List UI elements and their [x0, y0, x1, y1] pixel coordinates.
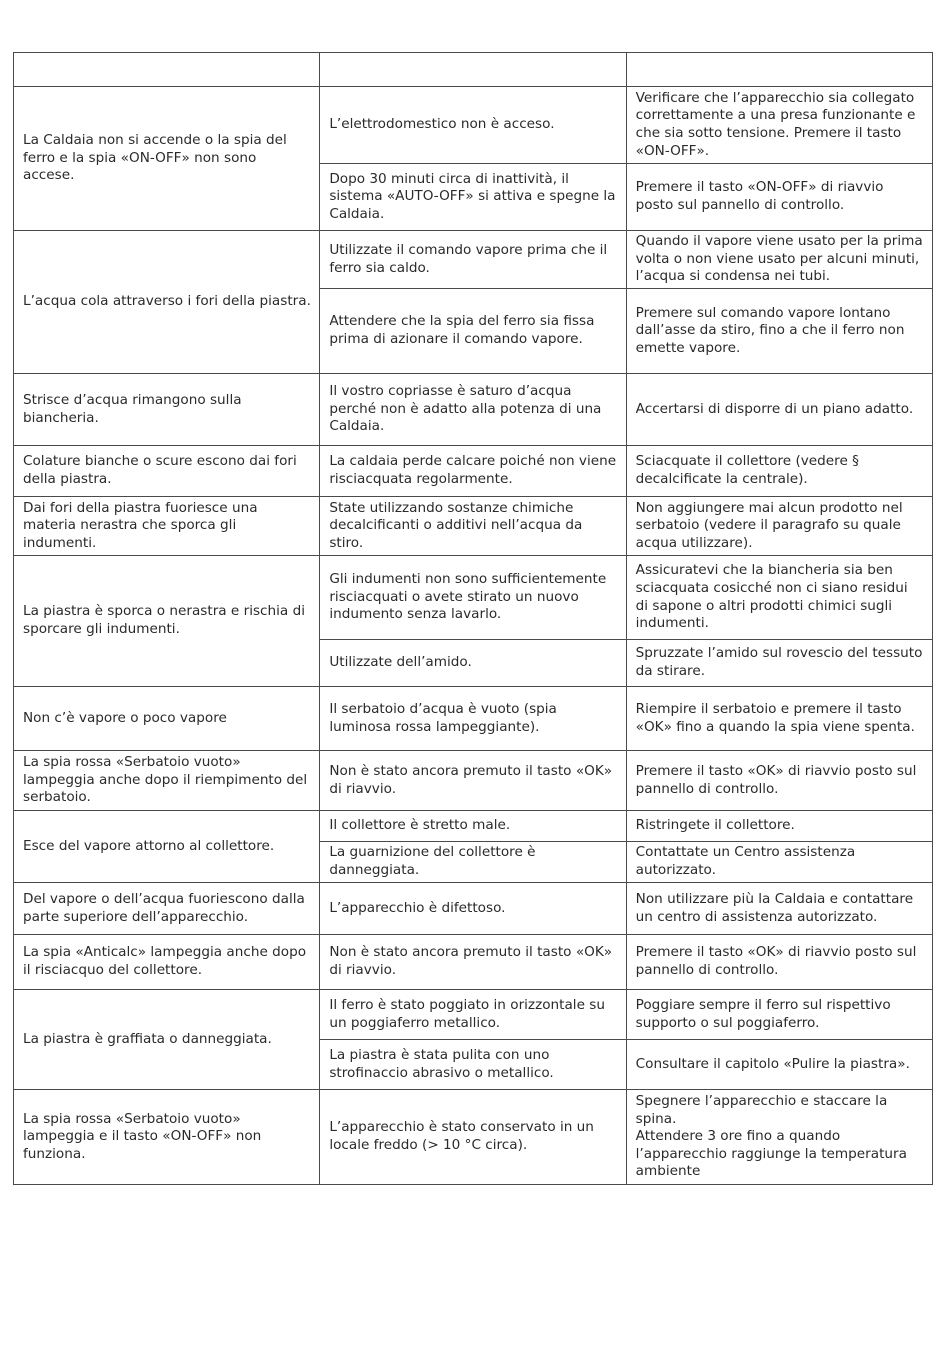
cause-cell: Attendere che la spia del ferro sia fissa prima di azionare il comando vapore.	[320, 289, 626, 374]
cause-cell: La caldaia perde calcare poiché non viene risciacquata regolarmente.	[320, 446, 626, 497]
header-solution	[626, 53, 932, 87]
problem-cell: Colature bianche o scure escono dai fori della piastra.	[14, 446, 320, 497]
solution-cell: Riempire il serbatoio e premere il tasto «OK» fino a quando la spia viene spenta.	[626, 687, 932, 751]
solution-cell: Contattate un Centro assistenza autorizzato.	[626, 842, 932, 883]
cause-cell: Il vostro copriasse è saturo d’acqua perché non è adatto alla potenza di una Caldaia.	[320, 374, 626, 446]
problem-cell: La spia «Anticalc» lampeggia anche dopo il risciacquo del collettore.	[14, 935, 320, 990]
cause-cell: Dopo 30 minuti circa di inattività, il sistema «AUTO-OFF» si attiva e spegne la Caldaia.	[320, 164, 626, 231]
problem-cell: L’acqua cola attraverso i fori della piastra.	[14, 231, 320, 374]
cause-cell: Il serbatoio d’acqua è vuoto (spia luminosa rossa lampeggiante).	[320, 687, 626, 751]
problem-cell: La piastra è sporca o nerastra e rischia di sporcare gli indumenti.	[14, 556, 320, 687]
header-cause	[320, 53, 626, 87]
table-row	[14, 556, 933, 640]
problem-cell: Dai fori della piastra fuoriesce una materia nerastra che sporca gli indumenti.	[14, 497, 320, 556]
problem-cell: La Caldaia non si accende o la spia del ferro e la spia «ON-OFF» non sono accese.	[14, 87, 320, 231]
problem-cell: Non c’è vapore o poco vapore	[14, 687, 320, 751]
solution-cell: Quando il vapore viene usato per la prima volta o non viene usato per alcuni minuti, l’acqua si condensa nei tubi.	[626, 231, 932, 289]
cause-cell: Utilizzate dell’amido.	[320, 640, 626, 687]
table-body	[14, 87, 933, 1185]
header-problem	[14, 53, 320, 87]
solution-cell: Spruzzate l’amido sul rovescio del tessuto da stirare.	[626, 640, 932, 687]
table-row	[14, 935, 933, 990]
solution-cell: Spegnere l’apparecchio e staccare la spina. Attendere 3 ore fino a quando l’apparecchio raggiunge la temperatura ambiente	[626, 1090, 932, 1185]
table-row	[14, 990, 933, 1040]
solution-cell: Non aggiungere mai alcun prodotto nel serbatoio (vedere il paragrafo su quale acqua utilizzare).	[626, 497, 932, 556]
header-row	[14, 53, 933, 87]
table-row	[14, 231, 933, 289]
cause-cell: Gli indumenti non sono sufficientemente risciacquati o avete stirato un nuovo indumento senza lavarlo.	[320, 556, 626, 640]
cause-cell: State utilizzando sostanze chimiche decalcificanti o additivi nell’acqua da stiro.	[320, 497, 626, 556]
problem-cell: Esce del vapore attorno al collettore.	[14, 811, 320, 883]
cause-cell: Il ferro è stato poggiato in orizzontale su un poggiaferro metallico.	[320, 990, 626, 1040]
cause-cell: Utilizzate il comando vapore prima che il ferro sia caldo.	[320, 231, 626, 289]
solution-cell: Verificare che l’apparecchio sia collegato correttamente a una presa funzionante e che sia sotto tensione. Premere il tasto «ON-OFF».	[626, 87, 932, 164]
solution-cell: Accertarsi di disporre di un piano adatto.	[626, 374, 932, 446]
solution-cell: Premere il tasto «OK» di riavvio posto sul pannello di controllo.	[626, 935, 932, 990]
solution-cell: Premere il tasto «ON-OFF» di riavvio posto sul pannello di controllo.	[626, 164, 932, 231]
table-row	[14, 497, 933, 556]
table-row	[14, 751, 933, 811]
problem-cell: Del vapore o dell’acqua fuoriescono dalla parte superiore dell’apparecchio.	[14, 883, 320, 935]
troubleshooting-table	[13, 52, 933, 1185]
table-row	[14, 446, 933, 497]
cause-cell: L’elettrodomestico non è acceso.	[320, 87, 626, 164]
solution-cell: Consultare il capitolo «Pulire la piastra».	[626, 1040, 932, 1090]
solution-cell: Premere il tasto «OK» di riavvio posto sul pannello di controllo.	[626, 751, 932, 811]
solution-cell: Non utilizzare più la Caldaia e contattare un centro di assistenza autorizzato.	[626, 883, 932, 935]
table-row	[14, 87, 933, 164]
solution-cell: Sciacquate il collettore (vedere § decalcificate la centrale).	[626, 446, 932, 497]
problem-cell: Strisce d’acqua rimangono sulla biancheria.	[14, 374, 320, 446]
table-row	[14, 883, 933, 935]
solution-cell: Premere sul comando vapore lontano dall’asse da stiro, fino a che il ferro non emette vapore.	[626, 289, 932, 374]
solution-cell: Poggiare sempre il ferro sul rispettivo supporto o sul poggiaferro.	[626, 990, 932, 1040]
cause-cell: Non è stato ancora premuto il tasto «OK» di riavvio.	[320, 751, 626, 811]
solution-cell: Ristringete il collettore.	[626, 811, 932, 842]
problem-cell: La piastra è graffiata o danneggiata.	[14, 990, 320, 1090]
problem-cell: La spia rossa «Serbatoio vuoto» lampeggia anche dopo il riempimento del serbatoio.	[14, 751, 320, 811]
cause-cell: L’apparecchio è stato conservato in un locale freddo (> 10 °C circa).	[320, 1090, 626, 1185]
table-row	[14, 811, 933, 842]
table-row	[14, 1090, 933, 1185]
cause-cell: La piastra è stata pulita con uno strofinaccio abrasivo o metallico.	[320, 1040, 626, 1090]
problem-cell: La spia rossa «Serbatoio vuoto» lampeggia e il tasto «ON-OFF» non funziona.	[14, 1090, 320, 1185]
cause-cell: Il collettore è stretto male.	[320, 811, 626, 842]
cause-cell: Non è stato ancora premuto il tasto «OK» di riavvio.	[320, 935, 626, 990]
solution-cell: Assicuratevi che la biancheria sia ben sciacquata cosicché non ci siano residui di sapone o altri prodotti chimici sugli indumenti.	[626, 556, 932, 640]
cause-cell: La guarnizione del collettore è danneggiata.	[320, 842, 626, 883]
cause-cell: L’apparecchio è difettoso.	[320, 883, 626, 935]
table-row	[14, 374, 933, 446]
table-row	[14, 687, 933, 751]
